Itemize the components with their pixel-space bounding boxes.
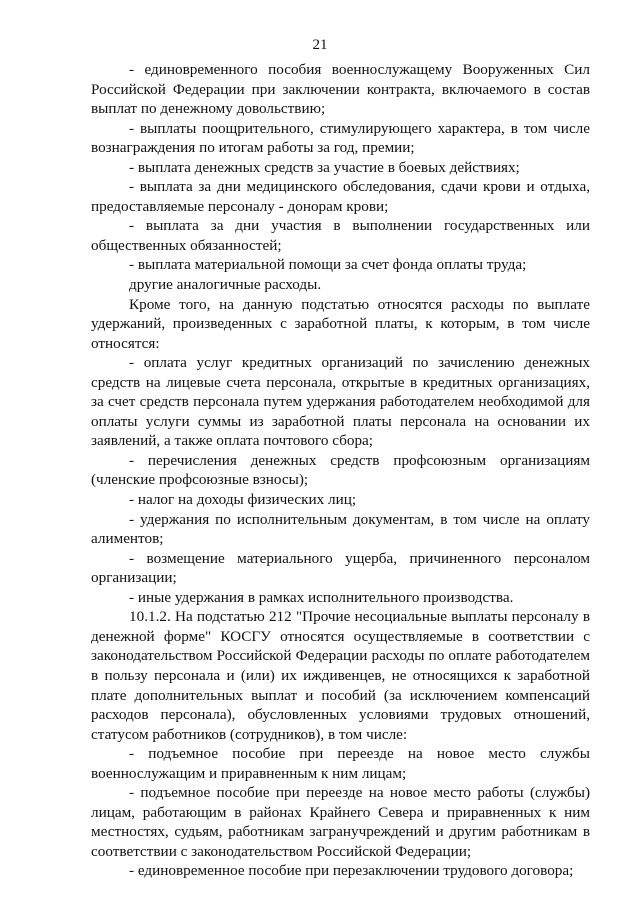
paragraph: - возмещение материального ущерба, причиненного персоналом организации;: [91, 549, 590, 587]
paragraph: - налог на доходы физических лиц;: [129, 491, 357, 509]
paragraph: - перечисления денежных средств профсоюзным организациям (членские профсоюзные взносы);: [91, 451, 590, 489]
paragraph: - выплата за дни участия в выполнении государственных или общественных обязанностей;: [91, 217, 590, 254]
paragraph: - единовременного пособия военнослужащему Вооруженных Сил Российской Федерации при заключении контракта, включаемого в состав выплат по денежному довольствию;: [91, 61, 590, 118]
paragraph: - выплата за дни медицинского обследования, сдачи крови и отдыха, предоставляемые персоналу - донорам крови;: [91, 178, 590, 215]
paragraph: Кроме того, на данную подстатью относятся расходы по выплате удержаний, произведенных с заработной платы, к которым, в том числе относятся:: [91, 295, 590, 352]
paragraph: - выплаты поощрительного, стимулирующего характера, в том числе вознаграждения по итогам работы за год, премии;: [91, 119, 590, 157]
paragraph: - выплата материальной помощи за счет фонда оплаты труда;: [129, 256, 527, 274]
paragraph: - удержания по исполнительным документам, в том числе на оплату алиментов;: [91, 510, 590, 548]
paragraph: другие аналогичные расходы.: [129, 276, 322, 294]
page-number: 21: [312, 37, 328, 53]
paragraph: - подъемное пособие при переезде на новое место службы военнослужащим и приравненным к ним лицам;: [91, 745, 590, 782]
paragraph: - иные удержания в рамках исполнительного производства.: [129, 588, 514, 606]
paragraph: - оплата услуг кредитных организаций по зачислению денежных средств на лицевые счета персонала, открытые в кредитных организациях, за счет средств персонала путем удержания работодателем необходимой для оплаты услуги суммы из заработной платы персонала на основании их заявлений, а также оплата почтового сбора;: [91, 354, 590, 450]
document-body: [91, 60, 590, 881]
paragraph: - единовременное пособие при перезаключении трудового договора;: [129, 862, 574, 880]
paragraph: 10.1.2. На подстатью 212 "Прочие несоциальные выплаты персоналу в денежной форме" КОСГУ относятся осуществляемые в соответствии с законодательством Российской Федерации расходы по оплате работодателем в пользу персонала и (или) их иждивенцев, не относящихся к заработной плате дополнительных выплат и пособий (за исключением компенсаций расходов персонала), обусловленных условиями трудовых отношений, статусом работников (сотрудников), в том числе:: [91, 608, 590, 743]
paragraph: - подъемное пособие при переезде на новое место работы (службы) лицам, работающим в районах Крайнего Севера и приравненных к ним местностях, судьям, работникам загранучреждений и другим работникам в соответствии с законодательством Российской Федерации;: [91, 784, 590, 860]
paragraph: - выплата денежных средств за участие в боевых действиях;: [129, 158, 520, 176]
